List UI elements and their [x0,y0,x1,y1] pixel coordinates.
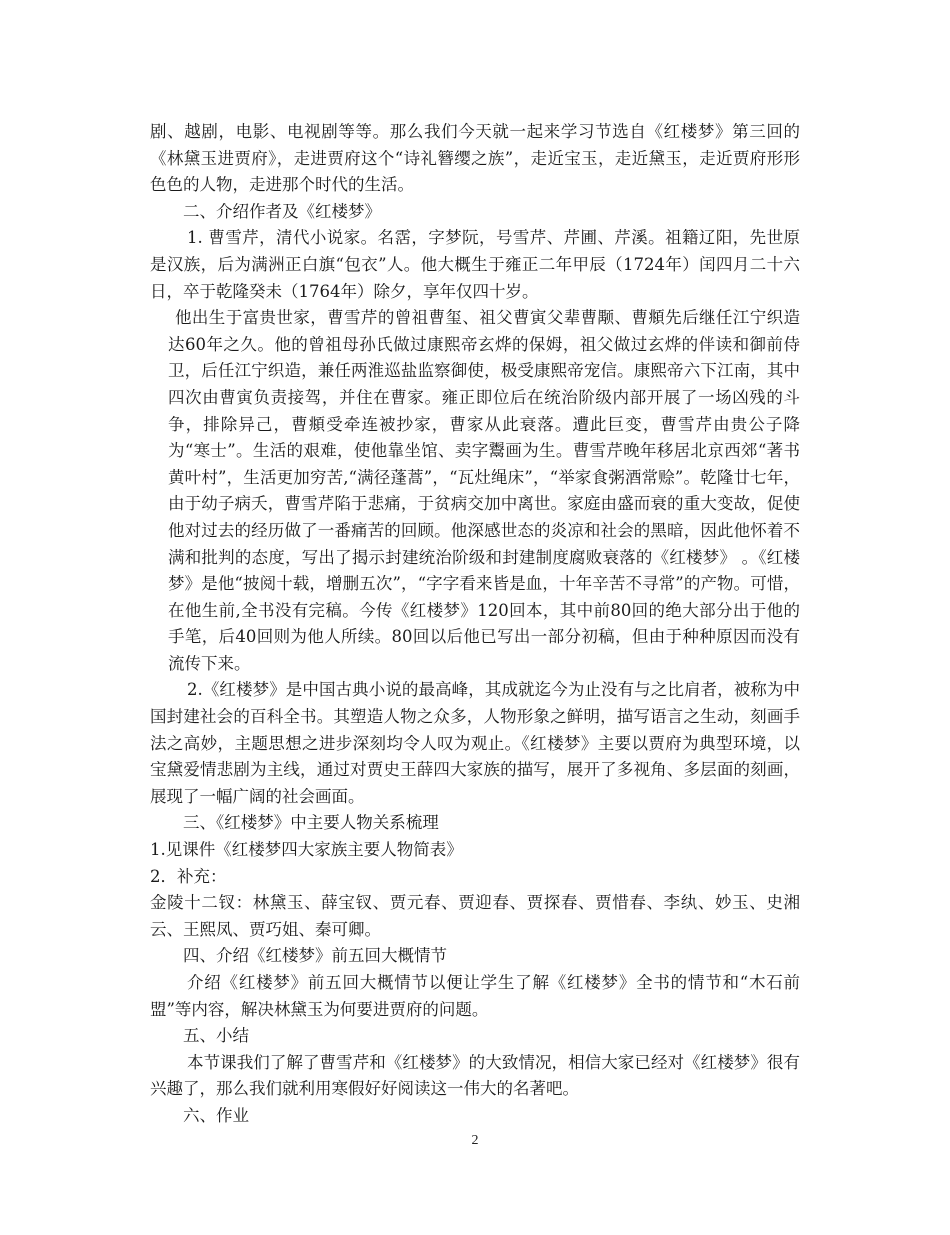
section-heading-plot: 四、介绍《红楼梦》前五回大概情节 [183,946,447,966]
section-heading-summary: 五、小结 [183,1026,249,1046]
paragraph-twelve-beauties: 金陵十二钗：林黛玉、薛宝钗、贾元春、贾迎春、贾探春、贾惜春、李纨、妙玉、史湘云、王熙凤、贾巧姐、秦可卿。 [150,893,800,939]
section-heading-author: 二、介绍作者及《红楼梦》 [183,201,381,221]
paragraph-intro-continued: 剧、越剧，电影、电视剧等等。那么我们今天就一起来学习节选自《红楼梦》第三回的《林黛玉进贾府》，走进贾府这个“诗礼簪缨之族”，走近宝玉，走近黛玉，走近贾府形形色色的人物，走进那个时代的生活。 [150,122,800,195]
paragraph-plot-intro: 介绍《红楼梦》前五回大概情节以便让学生了解《红楼梦》全书的情节和“木石前盟”等内容，解决林黛玉为何要进贾府的问题。 [150,973,800,1019]
paragraph-novel-overview: 2.《红楼梦》是中国古典小说的最高峰，其成就迄今为止没有与之比肩者，被称为中国封建社会的百科全书。其塑造人物之众多，人物形象之鲜明，描写语言之生动，刻画手法之高妙，主题思想之进步深刻均令人叹为观止。《红楼梦》主要以贾府为典型环境，以宝黛爱情悲剧为主线，通过对贾史王薛四大家族的描写，展开了多视角、多层面的刻画，展现了一幅广阔的社会画面。 [150,680,800,806]
list-item-courseware: 1.见课件《红楼梦四大家族主要人物简表》 [150,840,463,860]
list-item-supplement: 2．补充： [150,866,227,886]
paragraph-family-history: 他出生于富贵世家，曹雪芹的曾祖曹玺、祖父曹寅父辈曹颙、曹頫先后继任江宁织造达60年之久。他的曾祖母孙氏做过康熙帝玄烨的保姆，祖父做过玄烨的伴读和御前侍卫，后任江宁织造，兼任两淮巡盐监察御使，极受康熙帝宠信。康熙帝六下江南，其中四次由曹寅负责接驾，并住在曹家。雍正即位后在统治阶级内部开展了一场凶残的斗争，排除异己，曹頫受牵连被抄家，曹家从此衰落。遭此巨变，曹雪芹由贵公子降为“寒士”。生活的艰难，使他靠坐馆、卖字鬻画为生。曹雪芹晚年移居北京西郊“著书黄叶村”，生活更加穷苦,“满径蓬蒿”，“瓦灶绳床”，“举家食粥酒常赊”。乾隆廿七年，由于幼子病夭，曹雪芹陷于悲痛，于贫病交加中离世。家庭由盛而衰的重大变故，促使他对过去的经历做了一番痛苦的回顾。他深感世态的炎凉和社会的黑暗，因此他怀着不满和批判的态度，写出了揭示封建统治阶级和封建制度腐败衰落的《红楼梦》 。《红楼梦》是他“披阅十载，增删五次”，“字字看来皆是血，十年辛苦不寻常”的产物。可惜，在他生前,全书没有完稿。今传《红楼梦》120回本，其中前80回的绝大部分出于他的手笔，后40回则为他人所续。80回以后他已写出一部分初稿，但由于种种原因而没有流传下来。 [168,308,800,673]
section-heading-homework: 六、作业 [183,1105,249,1125]
document-body [150,119,800,1130]
paragraph-author-bio: 1. 曹雪芹，清代小说家。名霑，字梦阮，号雪芹、芹圃、芹溪。祖籍辽阳，先世原是汉族，后为满洲正白旗“包衣”人。他大概生于雍正二年甲辰（1724年）闰四月二十六日，卒于乾隆癸未（1764年）除夕，享年仅四十岁。 [150,228,800,301]
page-number: 2 [471,1133,479,1148]
paragraph-summary: 本节课我们了解了曹雪芹和《红楼梦》的大致情况，相信大家已经对《红楼梦》很有兴趣了，那么我们就利用寒假好好阅读这一伟大的名著吧。 [150,1052,800,1099]
section-heading-characters: 三、《红楼梦》中主要人物关系梳理 [183,813,439,833]
